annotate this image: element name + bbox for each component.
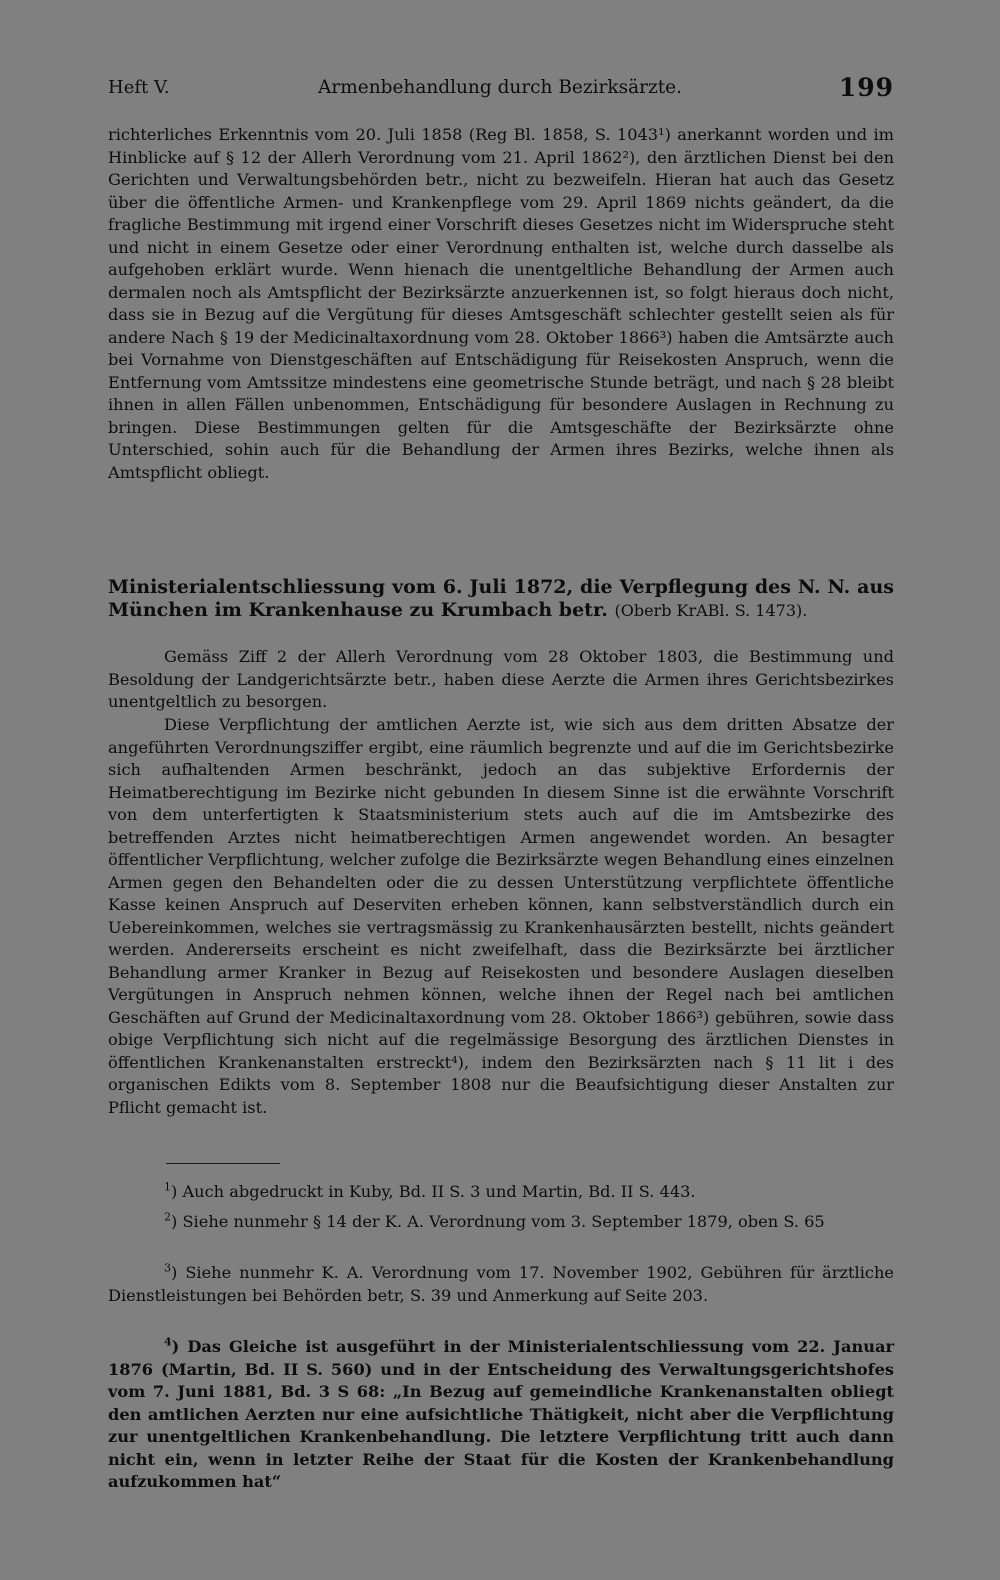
footnote-1: $^1$) Auch abgedruckt in Kuby, Bd. II S. 3 und Martin, Bd. II S. 443. [164, 1180, 696, 1201]
footnote-divider [166, 1163, 280, 1164]
body-paragraph-continued: richterliches Erkenntnis vom 20. Juli 1858 (Reg Bl. 1858, S. 1043¹) anerkannt worden und im Hinblicke auf § 12 der Allerh Verordnung vom 21. April 1862²), den ärztlichen Dienst bei den Gerichten und Verwaltungsbehörden betr., nicht zu bezweifeln. Hieran hat auch das Gesetz über die öffentliche Armen- und Krankenpflege vom 29. April 1869 nichts geändert, da die fragliche Bestimmung mit irgend einer Vorschrift dieses Gesetzes nicht im Widerspruche steht und nicht in einem Gesetze oder einer Verordnung enthalten ist, welche durch dasselbe als aufgehoben erklärt wurde. Wenn hienach die unentgeltliche Behandlung der Armen auch dermalen noch als Amtspflicht der Bezirksärzte anzuerkennen ist, so folgt hieraus doch nicht, dass sie in Bezug auf die Vergütung für dieses Amtsgeschäft schlechter gestellt seien als für andere Nach § 19 der Medicinaltaxordnung vom 28. Oktober 1866³) haben die Amtsärzte auch bei Vornahme von Dienstgeschäften auf Entschädigung für Reisekosten Anspruch, wenn die Entfernung vom Amtssitze mindestens eine geometrische Stunde beträgt, und nach § 28 bleibt ihnen in allen Fällen unbenommen, Entschädigung für besondere Auslagen in Rechnung zu bringen. Diese Bestimmungen gelten für die Amtsgeschäfte der Bezirksärzte ohne Unterschied, sohin auch für die Behandlung der Armen ihres Bezirks, welche ihnen als Amtspflicht obliegt. [108, 125, 894, 482]
section-paragraph-1: Gemäss Ziff 2 der Allerh Verordnung vom 28 Oktober 1803, die Bestimmung und Besoldung der Landgerichtsärzte betr., haben diese Aerzte die Armen ihres Gerichtsbezirkes unentgeltlich zu besorgen. [108, 647, 894, 711]
footnote-mark: 1 [164, 1180, 171, 1194]
footnote-mark: 2 [164, 1210, 171, 1224]
footnote-3: $^3$) Siehe nunmehr K. A. Verordnung vom 17. November 1902, Gebühren für ärztliche Dienstleistungen bei Behörden betr, S. 39 und Anmerkung auf Seite 203. [108, 1261, 894, 1305]
section-paragraph-2: Diese Verpflichtung der amtlichen Aerzte ist, wie sich aus dem dritten Absatze der angeführten Verordnungsziffer ergibt, eine räumlich begrenzte und auf die im Gerichtsbezirke sich aufhaltenden Armen beschränkt, jedoch an das subjektive Erfordernis der Heimatberechtigung im Bezirke nicht gebunden In diesem Sinne ist die erwähnte Vorschrift von dem unterfertigten k Staatsministerium stets auch auf die im Amtsbezirke des betreffenden Arztes nicht heimatberechtigen Armen angewendet worden. An besagter öffentlicher Verpflichtung, welcher zufolge die Bezirksärzte wegen Behandlung eines einzelnen Armen gegen den Behandelten oder die zu dessen Unterstützung verpflichtete öffentliche Kasse keinen Anspruch auf Deserviten erheben können, kann selbstverständlich durch ein Uebereinkommen, welches sie vertragsmässig zu Krankenhausärzten bestellt, nichts geändert werden. Andererseits erscheint es nicht zweifelhaft, dass die Bezirksärzte bei ärztlicher Behandlung armer Kranker in Bezug auf Reisekosten und besondere Auslagen dieselben Vergütungen in Anspruch nehmen können, welche ihnen der Regel nach bei amtlichen Geschäften auf Grund der Medicinaltaxordnung vom 28. Oktober 1866³) gebühren, sowie dass obige Verpflichtung sich nicht auf die regelmässige Besorgung des ärztlichen Dienstes in öffentlichen Krankenanstalten erstreckt⁴), indem den Bezirksärzten nach § 11 lit i des organischen Edikts vom 8. September 1808 nur die Beaufsichtigung dieser Anstalten zur Pflicht gemacht ist. [108, 715, 894, 1117]
running-title: Armenbehandlung durch Bezirksärzte. [318, 77, 682, 98]
page-number: 199 [838, 73, 894, 102]
issue-label: Heft V. [108, 77, 170, 98]
footnote-2: $^2$) Siehe nunmehr § 14 der K. A. Verordnung vom 3. September 1879, oben S. 65 [164, 1210, 825, 1231]
page-header [108, 68, 894, 102]
footnote-text: Siehe nunmehr § 14 der K. A. Verordnung vom 3. September 1879, oben S. 65 [182, 1212, 825, 1231]
footnote-mark: 3 [164, 1261, 171, 1275]
section-heading [108, 576, 894, 622]
footnote-text: Siehe nunmehr K. A. Verordnung vom 17. November 1902, Gebühren für ärztliche Dienstleistungen bei Behörden betr, S. 39 und Anmerkung auf Seite 203. [108, 1263, 894, 1305]
section-source: (Oberb KrABl. S. 1473). [614, 601, 808, 620]
footnote-text: Auch abgedruckt in Kuby, Bd. II S. 3 und Martin, Bd. II S. 443. [182, 1182, 696, 1201]
section-title: Ministerialentschliessung vom 6. Juli 1872, die Verpflegung des N. N. aus München im Krankenhause zu Krumbach betr. [108, 576, 894, 621]
footnote-4: $^4$) Das Gleiche ist ausgeführt in der Ministerialentschliessung vom 22. Januar 1876 (Martin, Bd. II S. 560) und in der Entscheidung des Verwaltungsgerichtshofes vom 7. Juni 1881, Bd. 3 S 68: „In Bezug auf gemeindliche Krankenanstalten obliegt den amtlichen Aerzten nur eine aufsichtliche Thätigkeit, nicht aber die Verpflichtung zur unentgeltlichen Krankenbehandlung. Die letztere Verpflichtung tritt auch dann nicht ein, wenn in letzter Reihe der Staat für die Kosten der Krankenbehandlung aufzukommen hat“ [108, 1335, 894, 1491]
document-page [108, 0, 894, 1580]
footnote-text: Das Gleiche ist ausgeführt in der Ministerialentschliessung vom 22. Januar 1876 (Martin, Bd. II S. 560) und in der Entscheidung des Verwaltungsgerichtshofes vom 7. Juni 1881, Bd. 3 S 68: „In Bezug auf gemeindliche Krankenanstalten obliegt den amtlichen Aerzten nur eine aufsichtliche Thätigkeit, nicht aber die Verpflichtung zur unentgeltlichen Krankenbehandlung. Die letztere Verpflichtung tritt auch dann nicht ein, wenn in letzter Reihe der Staat für die Kosten der Krankenbehandlung aufzukommen hat“ [108, 1337, 894, 1491]
footnote-mark: 4 [164, 1335, 172, 1349]
